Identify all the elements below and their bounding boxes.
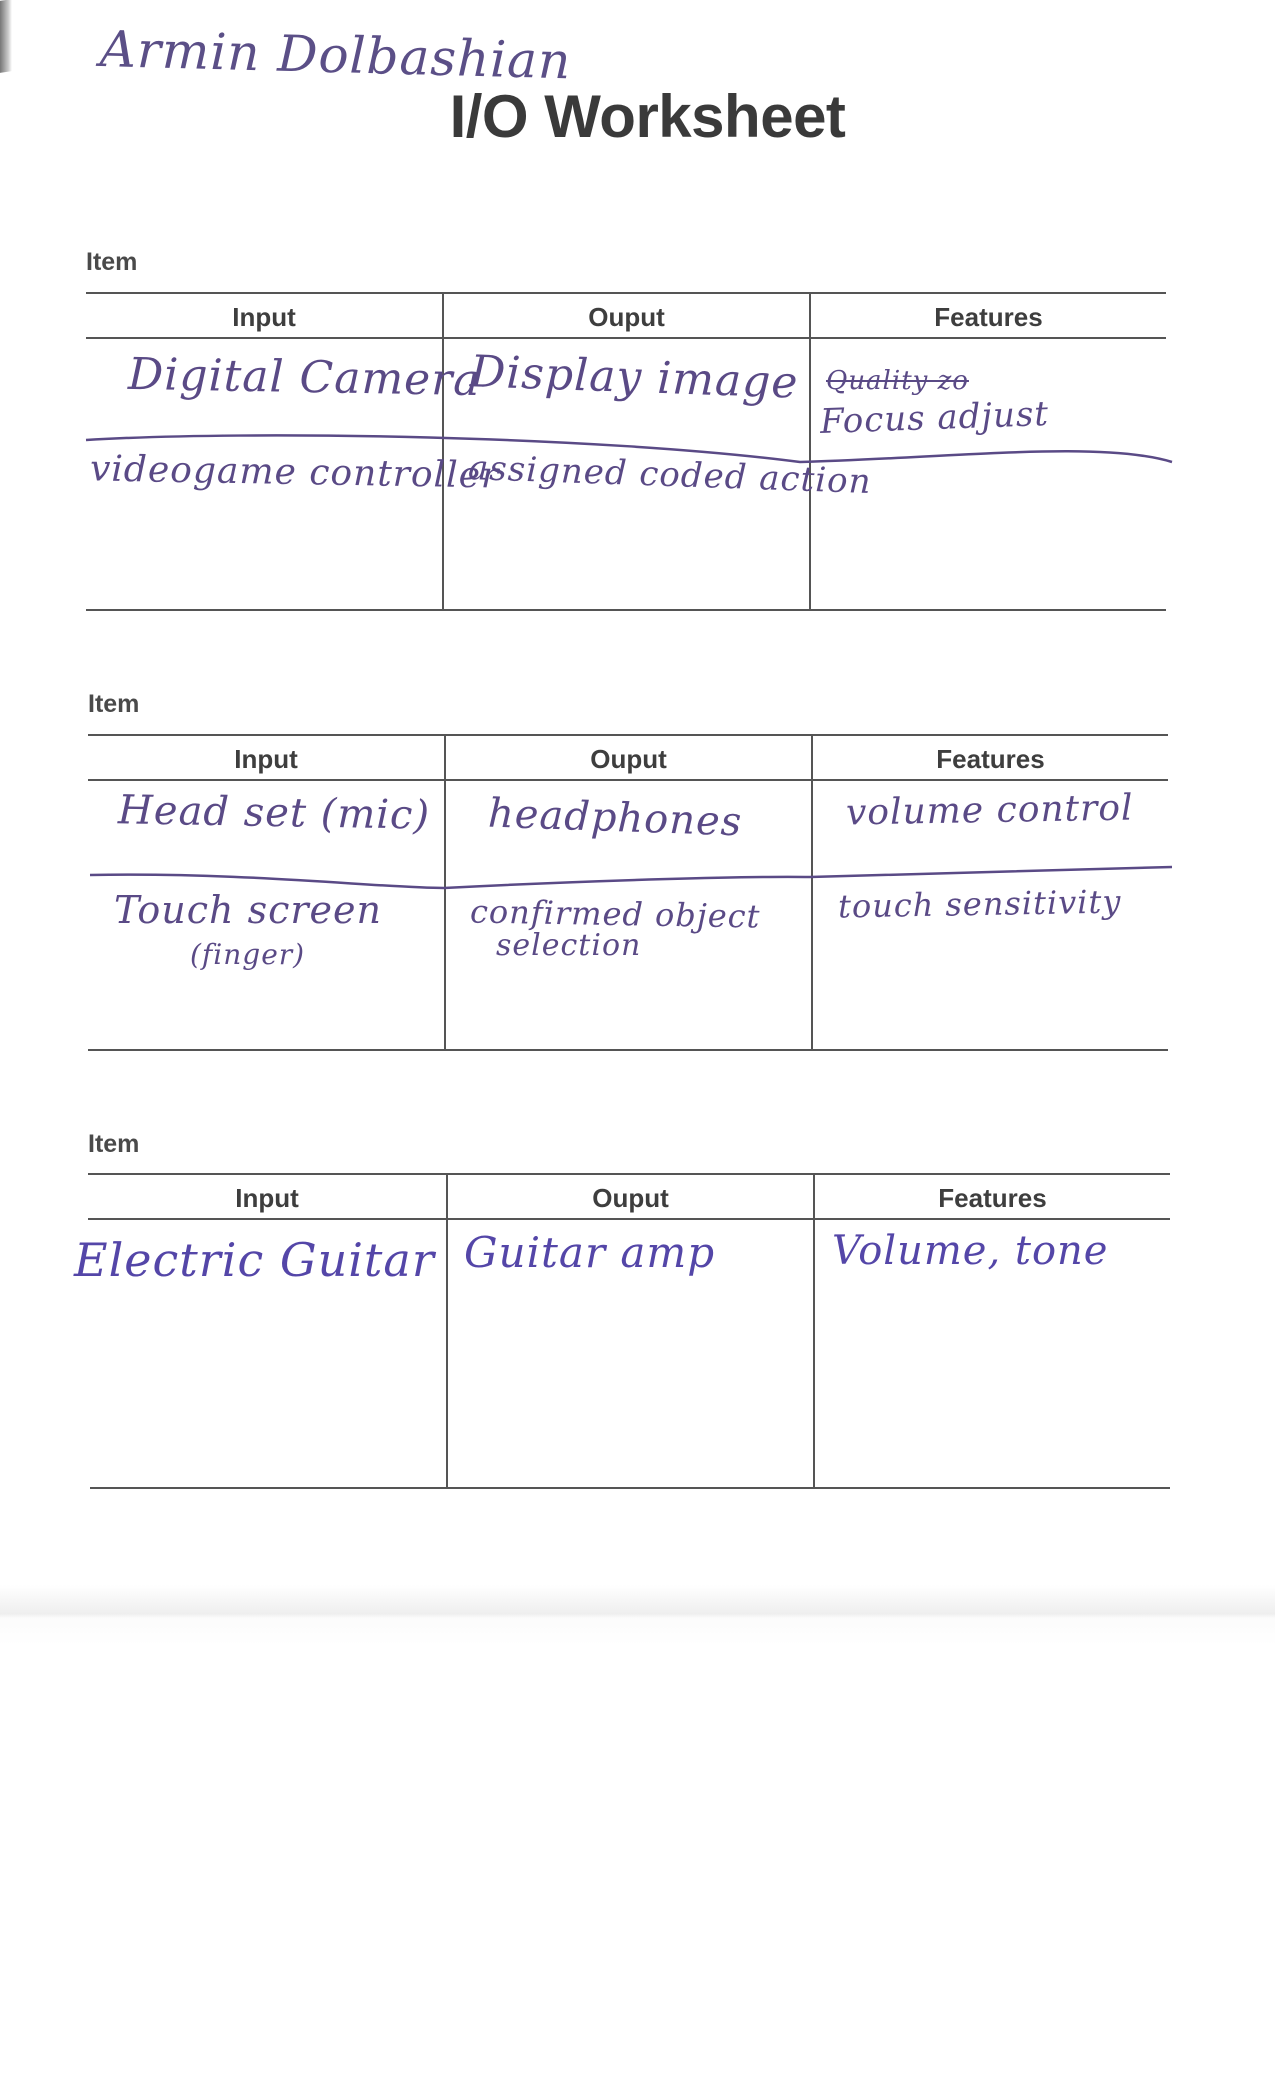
- student-name: Armin Dolbashian: [99, 20, 572, 91]
- cell-output: assigned coded action: [467, 447, 873, 503]
- column-header-features: Features: [938, 1183, 1047, 1213]
- scan-page-edge: [0, 1585, 1275, 1645]
- item-label: Item: [86, 248, 138, 276]
- cell-features: Volume, tone: [832, 1228, 1109, 1274]
- item-label: Item: [88, 690, 140, 718]
- column-header-output: Ouput: [590, 744, 667, 774]
- cell-output: headphones: [487, 790, 744, 846]
- cell-input: Digital Camera: [127, 348, 481, 407]
- cell-output: Guitar amp: [464, 1228, 716, 1277]
- column-divider: [446, 1173, 448, 1487]
- item-label: Item: [88, 1130, 140, 1158]
- header-bottom-rule: [88, 1218, 1170, 1220]
- cell-features: touch sensitivity: [837, 882, 1122, 926]
- cell-input-line2: (finger): [190, 938, 306, 971]
- column-header-features: Features: [934, 302, 1043, 332]
- cell-input: Electric Guitar: [74, 1233, 435, 1287]
- column-header-features: Features: [936, 744, 1045, 774]
- column-header-output: Ouput: [592, 1183, 669, 1213]
- cell-output-line2: selection: [496, 928, 642, 963]
- cell-output: confirmed object: [469, 892, 761, 936]
- cell-output: Display image: [469, 346, 800, 409]
- cell-features-crossed-out: Quality zo: [826, 366, 969, 396]
- cell-input: Touch screen: [114, 888, 382, 932]
- cell-input: Head set (mic): [117, 787, 431, 839]
- column-header-input: Input: [235, 1183, 299, 1213]
- table-top-rule: [88, 1173, 1170, 1175]
- table-bottom-rule: [90, 1487, 1170, 1489]
- column-divider: [813, 1173, 815, 1487]
- page-title: I/O Worksheet: [449, 83, 846, 150]
- cell-features: volume control: [845, 787, 1134, 834]
- column-header-input: Input: [232, 302, 296, 332]
- cell-features: Focus adjust: [819, 394, 1050, 442]
- column-header-input: Input: [234, 744, 298, 774]
- cell-input: videogame controller: [89, 448, 500, 497]
- column-header-output: Ouput: [588, 302, 665, 332]
